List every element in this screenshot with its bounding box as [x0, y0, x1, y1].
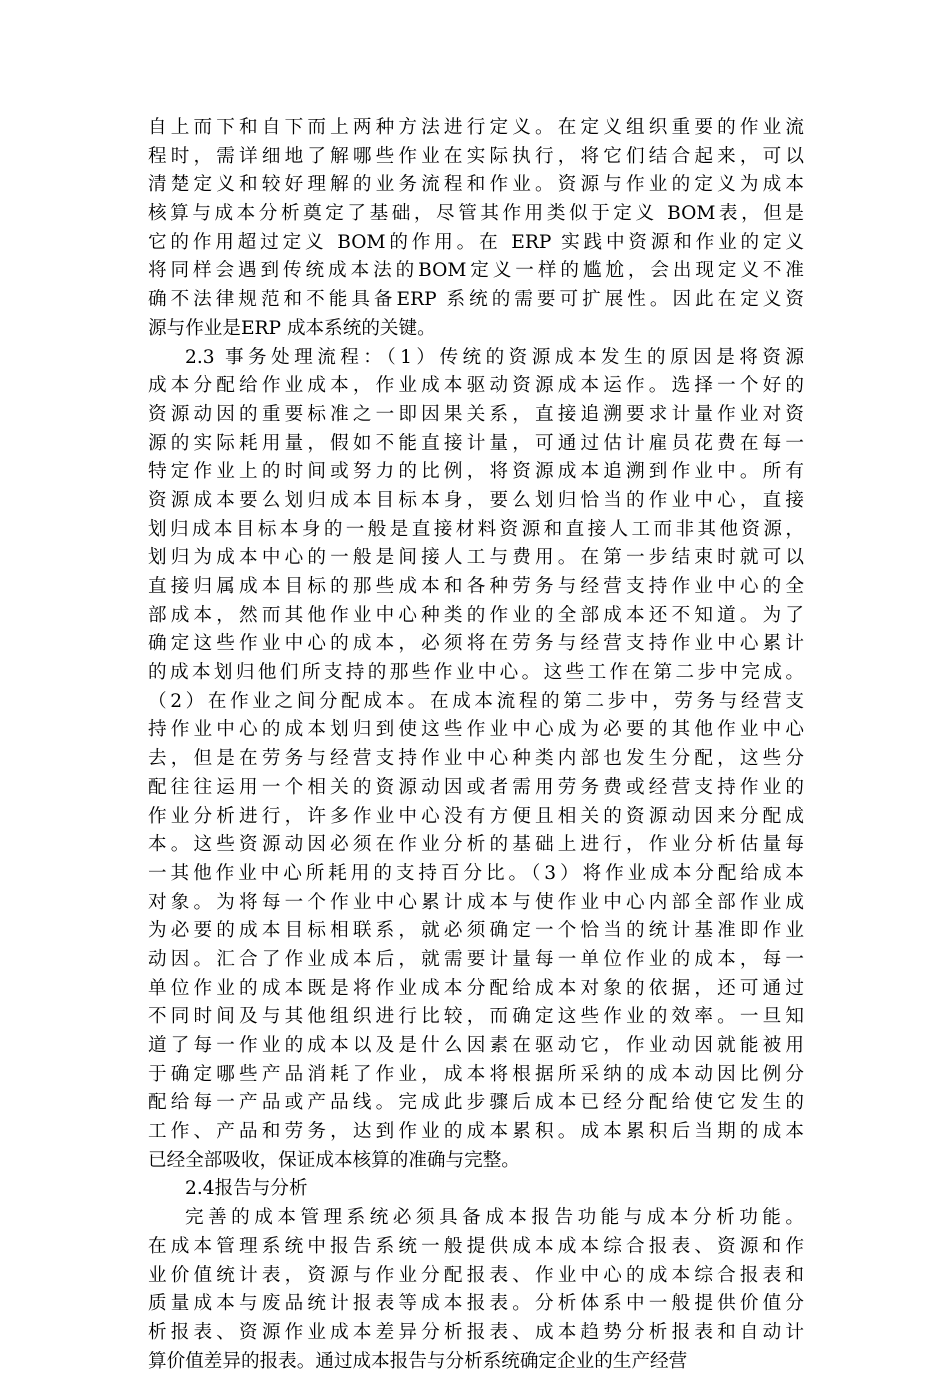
text-line: 2.4报告与分析: [185, 1178, 308, 1200]
text-line: 一其他作业中心所耗用的支持百分比。（3）将作业成本分配给成本: [148, 862, 804, 884]
text-line: 去，但是在劳务与经营支持作业中心种类内部也发生分配，这些分: [148, 748, 804, 770]
text-line: 自上而下和自下而上两种方法进行定义。在定义组织重要的作业流: [148, 117, 804, 138]
text-line: 程时，需详细地了解哪些作业在实际执行，将它们结合起来，可以: [148, 145, 804, 167]
text-line: 工作、产品和劳务，达到作业的成本累积。成本累积后当期的成本: [148, 1121, 804, 1143]
text-line: 在成本管理系统中报告系统一般提供成本成本综合报表、资源和作: [148, 1235, 804, 1257]
text-line: 源与作业是ERP 成本系统的关键。: [148, 317, 436, 339]
text-line: 质量成本与废品统计报表等成本报表。分析体系中一般提供价值分: [148, 1293, 804, 1315]
text-line: 为必要的成本目标相联系，就必须确定一个恰当的统计基准即作业: [148, 920, 804, 942]
text-line: 本。这些资源动因必须在作业分析的基础上进行，作业分析估量每: [148, 834, 804, 856]
text-line: 道了每一作业的成本以及是什么因素在驱动它，作业动因就能被用: [148, 1035, 804, 1056]
text-line: 的成本划归他们所支持的那些作业中心。这些工作在第二步中完成。: [148, 662, 804, 684]
text-line: （2）在作业之间分配成本。在成本流程的第二步中，劳务与经营支: [148, 690, 804, 712]
text-line: 已经全部吸收，保证成本核算的准确与完整。: [148, 1149, 520, 1171]
paragraph-p2: [148, 344, 804, 1176]
text-line: 资源动因的重要标准之一即因果关系，直接追溯要求计量作业对资: [148, 403, 804, 425]
text-line: 资源成本要么划归成本目标本身，要么划归恰当的作业中心，直接: [148, 489, 804, 511]
text-line: 确不法律规范和不能具备ERP 系统的需要可扩展性。因此在定义资: [148, 289, 804, 311]
text-line: 单位作业的成本既是将作业成本分配给成本对象的依据，还可通过: [148, 977, 804, 999]
text-line: 清楚定义和较好理解的业务流程和作业。资源与作业的定义为成本: [148, 174, 804, 196]
text-line: 源的实际耗用量，假如不能直接计量，可通过估计雇员花费在每一: [148, 432, 804, 454]
text-line: 成本分配给作业成本，作业成本驱动资源成本运作。选择一个好的: [148, 375, 804, 397]
text-line: 作业分析进行，许多作业中心没有方便且相关的资源动因来分配成: [148, 805, 804, 827]
text-line: 持作业中心的成本划归到使这些作业中心成为必要的其他作业中心: [148, 719, 804, 741]
text-line: 析报表、资源作业成本差异分析报表、成本趋势分析报表和自动计: [148, 1321, 804, 1343]
paragraph-p4: [148, 1204, 804, 1376]
text-line: 于确定哪些产品消耗了作业，成本将根据所采纳的成本动因比例分: [148, 1063, 804, 1085]
text-line: 它的作用超过定义 BOM的作用。在 ERP 实践中资源和作业的定义: [148, 231, 804, 253]
paragraph-p3: [148, 1175, 804, 1204]
text-line: 直接归属成本目标的那些成本和各种劳务与经营支持作业中心的全: [148, 576, 804, 597]
text-line: 特定作业上的时间或努力的比例，将资源成本追溯到作业中。所有: [148, 461, 804, 483]
text-line: 完善的成本管理系统必须具备成本报告功能与成本分析功能。: [185, 1207, 804, 1229]
text-line: 对象。为将每一个作业中心累计成本与使作业中心内部全部作业成: [148, 891, 804, 913]
text-line: 配往往运用一个相关的资源动因或者需用劳务费或经营支持作业的: [148, 776, 804, 798]
text-line: 动因。汇合了作业成本后，就需要计量每一单位作业的成本，每一: [148, 948, 804, 970]
text-line: 2.3 事务处理流程：（1）传统的资源成本发生的原因是将资源: [185, 346, 804, 368]
text-line: 算价值差异的报表。通过成本报告与分析系统确定企业的生产经营: [148, 1350, 688, 1372]
text-line: 确定这些作业中心的成本，必须将在劳务与经营支持作业中心累计: [148, 633, 804, 655]
text-line: 划归为成本中心的一般是间接人工与费用。在第一步结束时就可以: [148, 547, 804, 569]
document-page: [148, 114, 804, 1376]
text-line: 部成本，然而其他作业中心种类的作业的全部成本还不知道。为了: [148, 604, 804, 626]
text-line: 配给每一产品或产品线。完成此步骤后成本已经分配给使它发生的: [148, 1092, 804, 1114]
text-line: 不同时间及与其他组织进行比较，而确定这些作业的效率。一旦知: [148, 1006, 804, 1028]
text-line: 核算与成本分析奠定了基础，尽管其作用类似于定义 BOM表，但是: [148, 203, 804, 225]
paragraph-p1: [148, 114, 804, 344]
text-line: 划归成本目标本身的一般是直接材料资源和直接人工而非其他资源，: [148, 518, 804, 540]
text-line: 将同样会遇到传统成本法的BOM定义一样的尴尬，会出现定义不准: [148, 260, 804, 282]
text-line: 业价值统计表，资源与作业分配报表、作业中心的成本综合报表和: [148, 1264, 804, 1286]
